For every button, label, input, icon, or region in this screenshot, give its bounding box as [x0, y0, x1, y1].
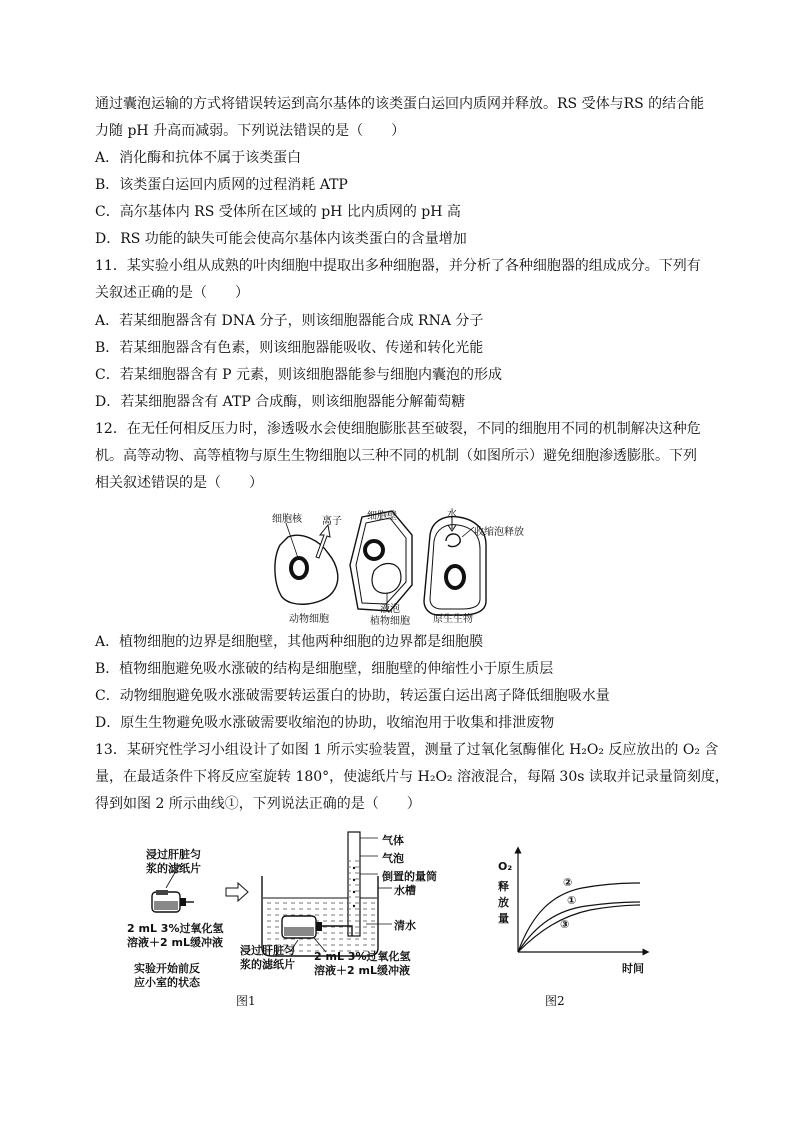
q11-stem-line-1: 11．某实验小组从成熟的叶肉细胞中提取出多种细胞器，并分析了各种细胞器的组成成分。下列有 [95, 258, 701, 274]
curve-1 [518, 902, 640, 952]
label-water: 清水 [394, 919, 416, 932]
chamber-submerged-liquid [284, 927, 314, 936]
q13-stem-line-2: 量，在最适条件下将反应室旋转 180°，使滤纸片与 H₂O₂ 溶液混合，每隔 30s 读取并记录量筒刻度， [95, 769, 729, 785]
q11-option-c: C．若某细胞器含有 P 元素，则该细胞器能参与细胞内囊泡的形成 [95, 367, 503, 383]
q12-stem-line-3: 相关叙述错误的是（ ） [95, 475, 263, 491]
q10-stem-line-1: 通过囊泡运输的方式将错误转运到高尔基体的该类蛋白运回内质网并释放。RS 受体与RS 的结合能 [95, 96, 705, 112]
label-ion: 离子 [322, 516, 342, 527]
label-state-2: 应小室的状态 [134, 976, 200, 989]
label-protist: 原生生物 [433, 614, 473, 625]
q12-option-a: A．植物细胞的边界是细胞壁，其他两种细胞的边界都是细胞膜 [95, 634, 484, 650]
q10-option-a: A．消化酶和抗体不属于该类蛋白 [95, 150, 302, 166]
q12-stem-line-2: 机。高等动物、高等植物与原生生物细胞以三种不同的机制（如图所示）避免细胞渗透膨胀。下列 [95, 448, 697, 464]
q11-option-a: A．若某细胞器含有 DNA 分子，则该细胞器能合成 RNA 分子 [95, 313, 484, 329]
y-label-o2: O₂ [498, 860, 513, 873]
y-label-2: 放 [498, 896, 509, 909]
plant-vacuole [372, 564, 401, 594]
label-trough: 水槽 [394, 884, 416, 897]
figure-1-caption: 图1 [236, 994, 256, 1008]
label-water: 水 [447, 509, 457, 520]
q12-option-b: B．植物细胞避免吸水涨破的结构是细胞壁，细胞壁的伸缩性小于原生质层 [95, 661, 554, 677]
o2-release-chart [510, 848, 650, 958]
label-gas: 气体 [382, 834, 404, 847]
cylinder-water [349, 858, 359, 935]
label-state-1: 实验开始前反 [134, 962, 200, 975]
q13-stem-line-1: 13．某研究性学习小组设计了如图 1 所示实验装置，测量了过氧化氢酶催化 H₂O₂ 反应放出的 O₂ 含 [95, 742, 719, 758]
q10-option-c: C．高尔基体内 RS 受体所在区域的 pH 比内质网的 pH 高 [95, 204, 461, 220]
chamber-submerged-neck [316, 922, 322, 931]
q10-option-d: D．RS 功能的缺失可能会使高尔基体内该类蛋白的含量增加 [95, 231, 467, 247]
q12-option-c: C．动物细胞避免吸水涨破需要转运蛋白的协助，转运蛋白运出离子降低细胞吸水量 [95, 688, 610, 704]
y-label-1: 释 [498, 880, 509, 893]
curve-label-1: ① [567, 894, 577, 907]
q11-stem-line-2: 关叙述正确的是（ ） [95, 285, 249, 301]
label-filter-paper-1: 浸过肝脏匀 [146, 848, 201, 861]
contractile-vacuole [446, 534, 460, 547]
x-label: 时间 [622, 962, 644, 975]
animal-nucleus [291, 558, 307, 578]
curve-2 [518, 883, 640, 952]
chamber-small-liquid [154, 901, 178, 910]
q12-stem-line-1: 12．在无任何相反压力时，渗透吸水会使细胞膨胀甚至破裂，不同的细胞用不同的机制解决这种危 [95, 421, 701, 437]
q12-option-d: D．原生生物避免吸水涨破需要收缩泡的协助，收缩泡用于收集和排泄废物 [95, 715, 555, 731]
label-solution-1: 2 mL 3%过氧化氢 [127, 922, 224, 935]
label-sol2-2: 溶液＋2 mL缓冲液 [314, 964, 410, 977]
curve-label-2: ② [563, 876, 573, 889]
label-contractile-release: 收缩泡释放 [474, 527, 524, 538]
y-label-3: 量 [498, 912, 509, 925]
q11-option-d: D．若某细胞器含有 ATP 合成酶，则该细胞器能分解葡萄糖 [95, 394, 466, 410]
label-paper2-1: 浸过肝脏匀 [240, 944, 295, 957]
chamber-small-paper [156, 890, 168, 895]
chamber-small-neck [180, 898, 186, 906]
plant-cell-wall [350, 511, 412, 611]
q13-stem-line-3: 得到如图 2 所示曲线①，下列说法正确的是（ ） [95, 796, 421, 812]
label-plant-cell: 植物细胞 [370, 616, 410, 627]
label-nucleus: 细胞核 [272, 514, 302, 525]
nucleus-pointer [286, 523, 298, 558]
label-animal-cell: 动物细胞 [289, 614, 329, 625]
label-filter-paper-2: 浆的滤纸片 [146, 862, 201, 875]
figure-2-caption: 图2 [545, 994, 565, 1008]
curve-3 [518, 905, 640, 952]
label-vacuole: 液泡 [380, 604, 400, 615]
protist-nucleus [446, 566, 464, 588]
label-cylinder: 倒置的量筒 [382, 870, 437, 883]
plant-cell-membrane [356, 518, 406, 604]
q10-stem-line-2: 力随 pH 升高而减弱。下列说法错误的是（ ） [95, 123, 406, 139]
q10-option-b: B．该类蛋白运回内质网的过程消耗 ATP [95, 177, 348, 193]
label-solution-2: 溶液＋2 mL缓冲液 [127, 936, 223, 949]
release-pointer [462, 527, 474, 537]
transition-arrow-icon [226, 883, 248, 901]
label-paper2-2: 浆的滤纸片 [240, 958, 295, 971]
q11-option-b: B．若某细胞器含有色素，则该细胞器能吸收、传递和转化光能 [95, 340, 484, 356]
plant-nucleus [365, 541, 383, 559]
label-cell-wall: 细胞壁 [367, 511, 397, 522]
curve-label-3: ③ [560, 918, 570, 931]
label-bubble: 气泡 [382, 852, 404, 865]
label-sol2-1: 2 mL 3%过氧化氢 [314, 950, 411, 963]
